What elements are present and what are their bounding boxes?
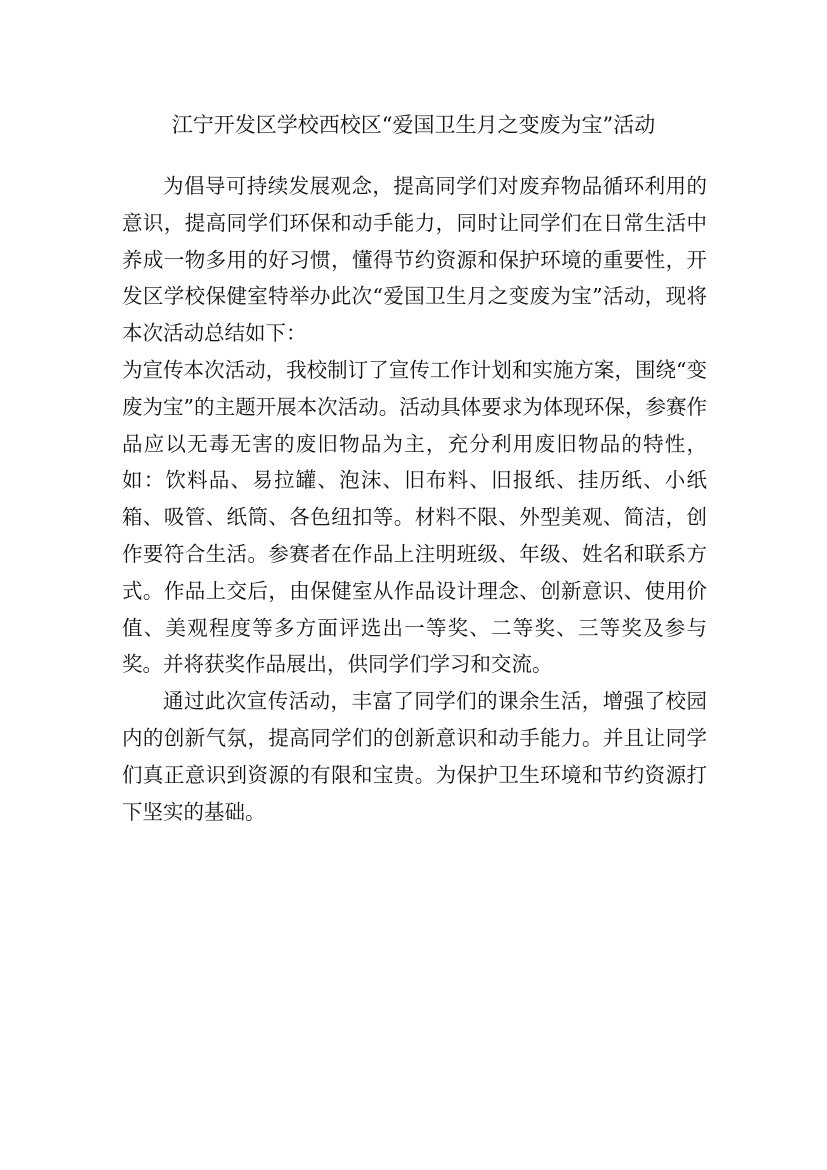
document-title: 江宁开发区学校西校区“爱国卫生月之变废为宝”活动 <box>171 113 656 137</box>
document-body <box>122 168 707 830</box>
paragraph-activity-details: 为宣传本次活动，我校制订了宣传工作计划和实施方案，围绕“变废为宝”的主题开展本次活动。活动具体要求为体现环保，参赛作品应以无毒无害的废旧物品为主，充分利用废旧物品的特性，如：饮料品、易拉罐、泡沫、旧布料、旧报纸、挂历纸、小纸箱、吸管、纸筒、各色纽扣等。材料不限、外型美观、简洁，创作要符合生活。参赛者在作品上注明班级、年级、姓名和联系方式。作品上交后，由保健室从作品设计理念、创新意识、使用价值、美观程度等多方面评选出一等奖、二等奖、三等奖及参与奖。并将获奖作品展出，供同学们学习和交流。 <box>122 357 707 677</box>
paragraph-conclusion: 通过此次宣传活动，丰富了同学们的课余生活，增强了校园内的创新气氛，提高同学们的创新意识和动手能力。并且让同学们真正意识到资源的有限和宝贵。为保护卫生环境和节约资源打下坚实的基础。 <box>122 689 707 824</box>
paragraph-intro: 为倡导可持续发展观念，提高同学们对废弃物品循环利用的意识，提高同学们环保和动手能力，同时让同学们在日常生活中养成一物多用的好习惯，懂得节约资源和保护环境的重要性，开发区学校保健室特举办此次“爱国卫生月之变废为宝”活动，现将本次活动总结如下： <box>122 174 707 346</box>
